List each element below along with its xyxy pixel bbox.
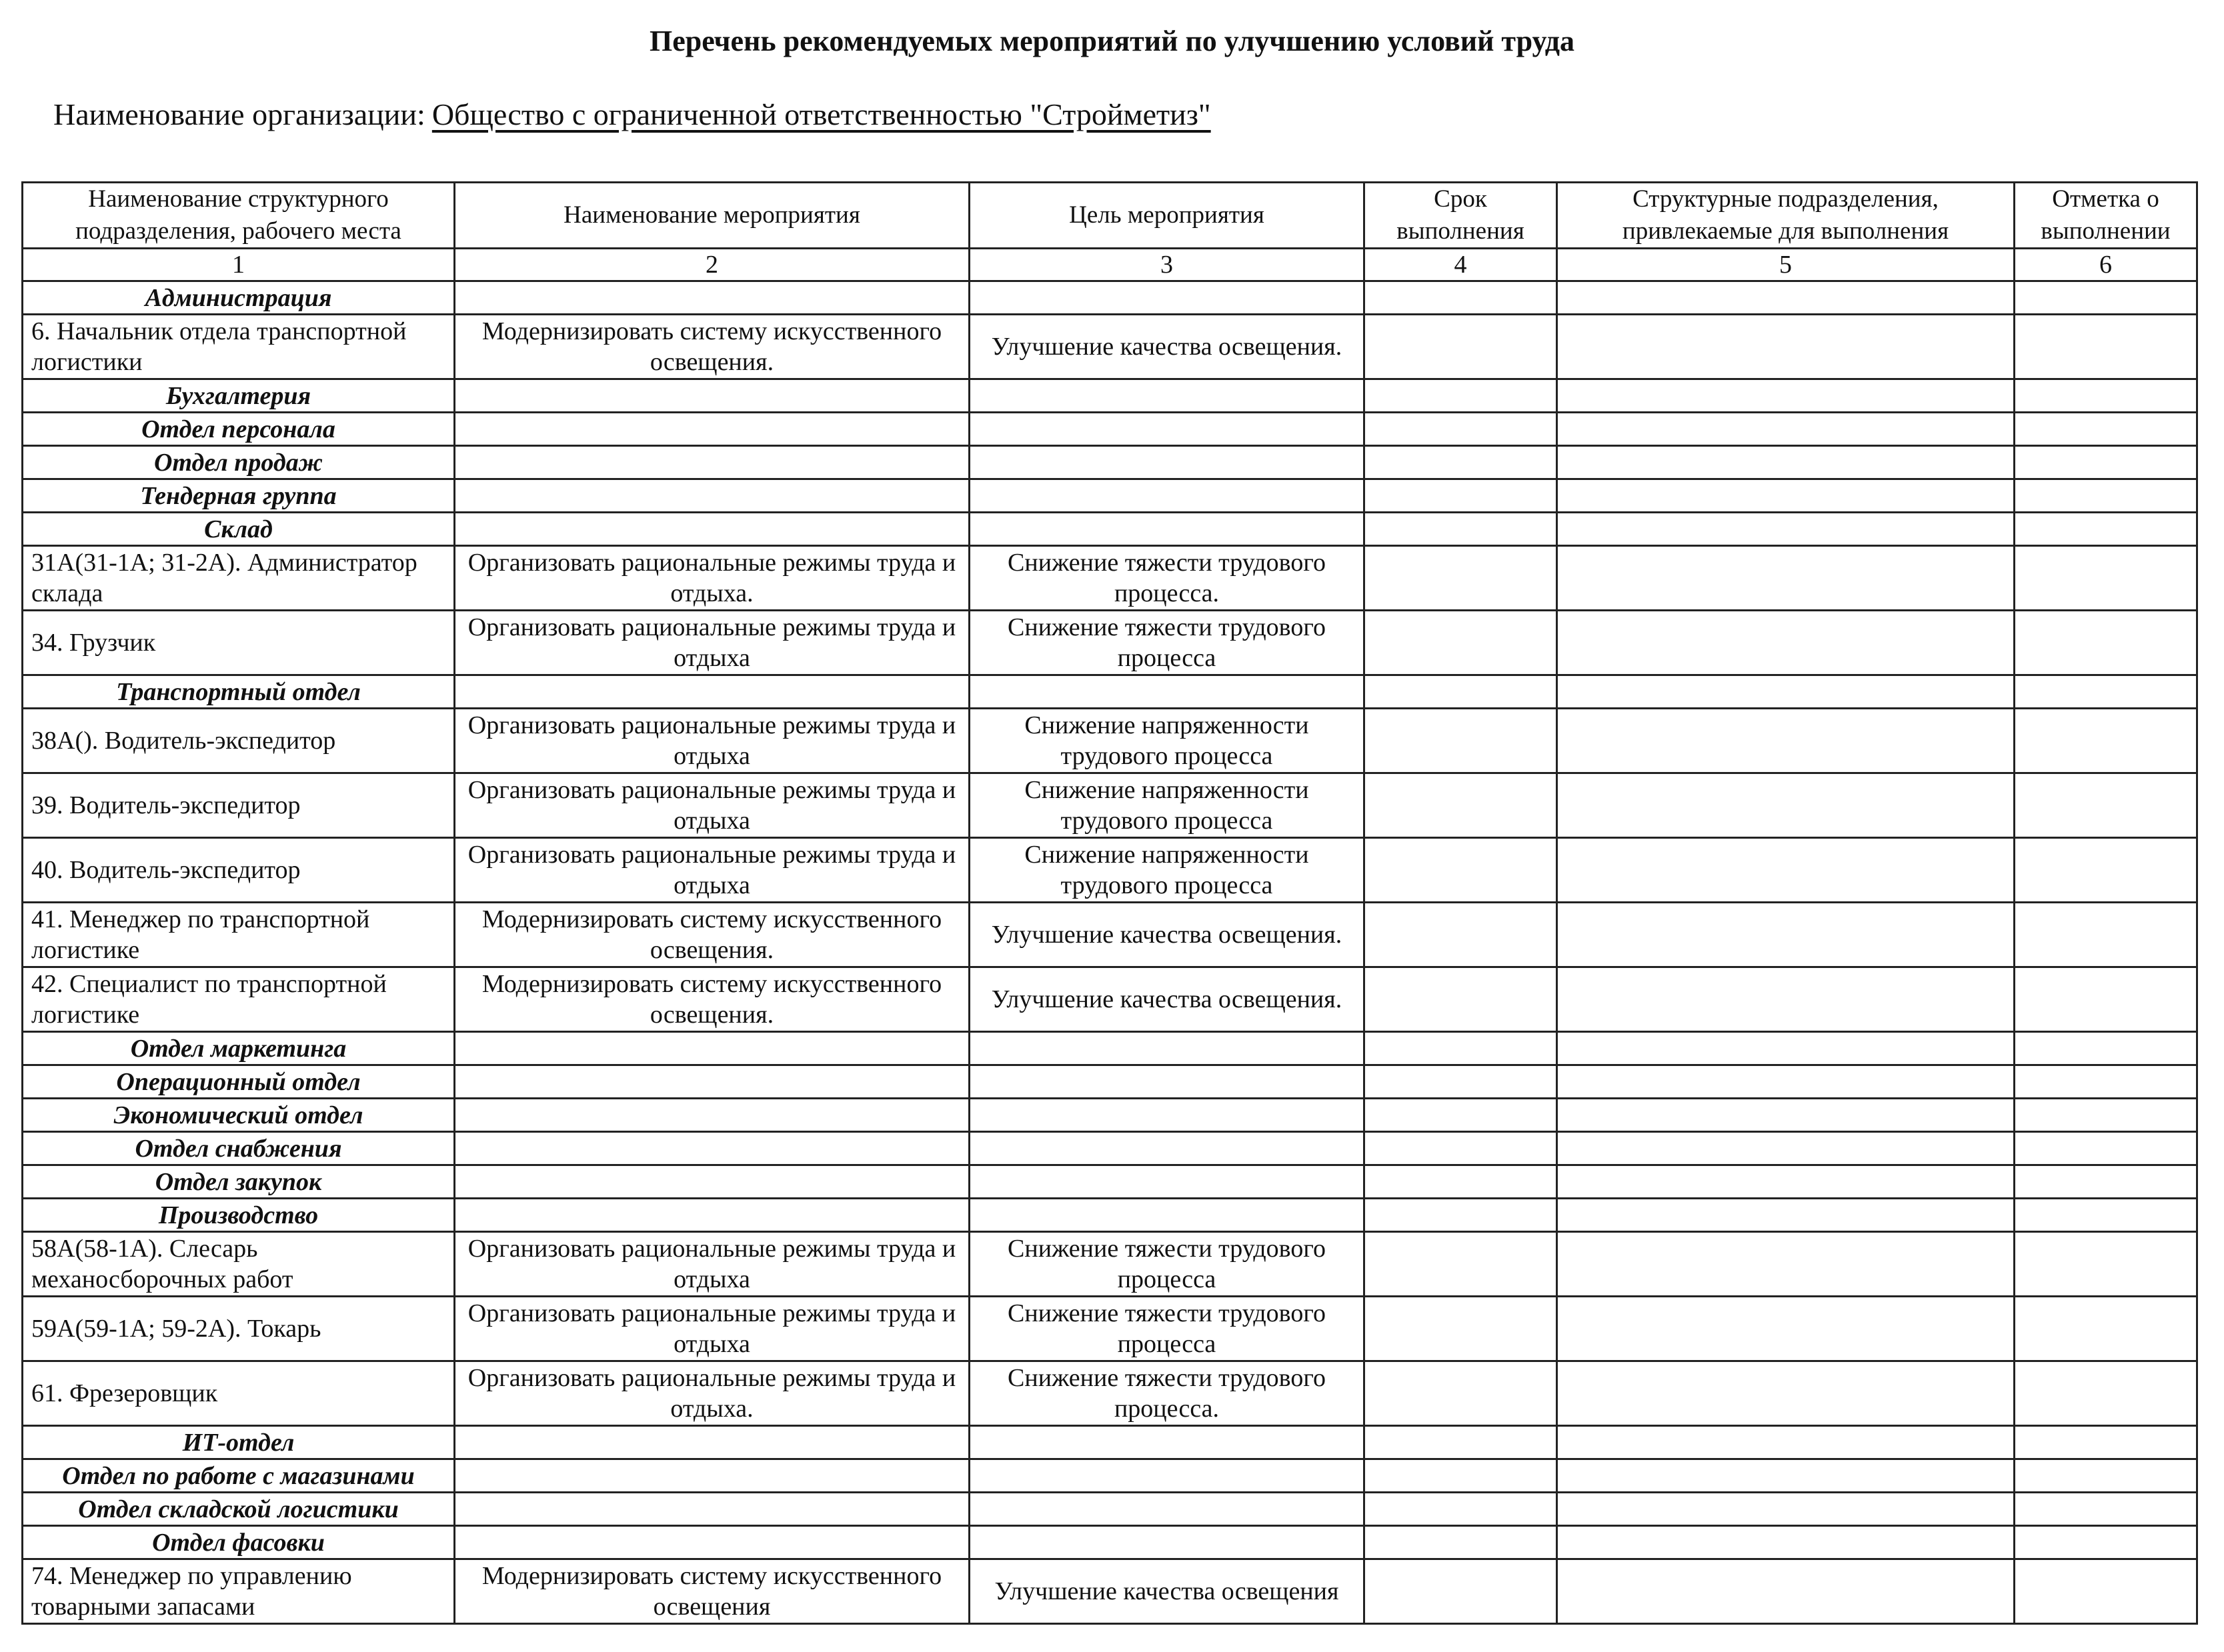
completion-mark-cell xyxy=(2015,1426,2197,1459)
goal-cell xyxy=(970,479,1364,513)
measure-cell: Организовать рациональные режимы труда и отдыха. xyxy=(455,1361,970,1426)
completion-mark-cell xyxy=(2015,1493,2197,1526)
deadline-cell xyxy=(1364,513,1557,546)
completion-mark-cell xyxy=(2015,611,2197,675)
deadline-cell xyxy=(1364,675,1557,709)
deadline-cell xyxy=(1364,838,1557,903)
document-title: Перечень рекомендуемых мероприятий по улучшению условий труда xyxy=(650,25,1574,57)
deadline-cell xyxy=(1364,446,1557,479)
deadline-cell xyxy=(1364,1559,1557,1624)
involved-units-cell xyxy=(1557,1065,2015,1099)
involved-units-cell xyxy=(1557,379,2015,413)
goal-cell: Улучшение качества освещения xyxy=(970,1559,1364,1624)
column-number: 1 xyxy=(23,249,455,281)
column-number: 4 xyxy=(1364,249,1557,281)
goal-cell xyxy=(970,513,1364,546)
deadline-cell xyxy=(1364,1493,1557,1526)
involved-units-cell xyxy=(1557,1559,2015,1624)
measure-cell: Модернизировать систему искусственного освещения. xyxy=(455,903,970,967)
completion-mark-cell xyxy=(2015,903,2197,967)
header-completion-mark: Отметка о выполнении xyxy=(2015,183,2197,249)
involved-units-cell xyxy=(1557,611,2015,675)
measure-cell xyxy=(455,281,970,315)
goal-cell: Снижение напряженности трудового процесса xyxy=(970,838,1364,903)
measure-cell xyxy=(455,413,970,446)
goal-cell xyxy=(970,1165,1364,1199)
organization-label: Наименование организации: xyxy=(53,97,425,131)
deadline-cell xyxy=(1364,1232,1557,1297)
measure-cell: Организовать рациональные режимы труда и отдыха xyxy=(455,1232,970,1297)
measure-cell xyxy=(455,446,970,479)
section-row xyxy=(23,413,2197,446)
section-row xyxy=(23,1065,2197,1099)
deadline-cell xyxy=(1364,967,1557,1032)
section-name: Отдел складской логистики xyxy=(23,1493,455,1526)
involved-units-cell xyxy=(1557,1361,2015,1426)
goal-cell: Улучшение качества освещения. xyxy=(970,903,1364,967)
completion-mark-cell xyxy=(2015,1526,2197,1559)
workplace-name: 58А(58-1А). Слесарь механосборочных работ xyxy=(23,1232,455,1297)
deadline-cell xyxy=(1364,1099,1557,1132)
goal-cell: Снижение тяжести трудового процесса. xyxy=(970,1361,1364,1426)
measure-cell: Организовать рациональные режимы труда и отдыха. xyxy=(455,546,970,611)
section-name: Бухгалтерия xyxy=(23,379,455,413)
involved-units-cell xyxy=(1557,1232,2015,1297)
section-name: Отдел маркетинга xyxy=(23,1032,455,1065)
completion-mark-cell xyxy=(2015,1065,2197,1099)
measure-cell: Модернизировать систему искусственного освещения xyxy=(455,1559,970,1624)
completion-mark-cell xyxy=(2015,675,2197,709)
section-name: Отдел фасовки xyxy=(23,1526,455,1559)
section-row xyxy=(23,281,2197,315)
header-goal: Цель мероприятия xyxy=(970,183,1364,249)
measures-table xyxy=(21,181,2198,1625)
deadline-cell xyxy=(1364,773,1557,838)
goal-cell: Снижение тяжести трудового процесса xyxy=(970,611,1364,675)
header-subdivision: Наименование структурного подразделения, рабочего места xyxy=(23,183,455,249)
completion-mark-cell xyxy=(2015,1199,2197,1232)
measure-cell xyxy=(455,1165,970,1199)
section-row xyxy=(23,1165,2197,1199)
section-row xyxy=(23,675,2197,709)
table-row xyxy=(23,1297,2197,1361)
goal-cell xyxy=(970,446,1364,479)
completion-mark-cell xyxy=(2015,967,2197,1032)
measure-cell xyxy=(455,1493,970,1526)
goal-cell: Улучшение качества освещения. xyxy=(970,315,1364,379)
organization-name: Общество с ограниченной ответственностью "Стройметиз" xyxy=(431,97,1211,131)
involved-units-cell xyxy=(1557,1459,2015,1493)
involved-units-cell xyxy=(1557,1426,2015,1459)
table-row xyxy=(23,1559,2197,1624)
workplace-name: 41. Менеджер по транспортной логистике xyxy=(23,903,455,967)
completion-mark-cell xyxy=(2015,1165,2197,1199)
involved-units-cell xyxy=(1557,1132,2015,1165)
completion-mark-cell xyxy=(2015,479,2197,513)
involved-units-cell xyxy=(1557,1297,2015,1361)
involved-units-cell xyxy=(1557,1032,2015,1065)
deadline-cell xyxy=(1364,1459,1557,1493)
completion-mark-cell xyxy=(2015,709,2197,773)
deadline-cell xyxy=(1364,1065,1557,1099)
workplace-name: 59А(59-1А; 59-2А). Токарь xyxy=(23,1297,455,1361)
deadline-cell xyxy=(1364,709,1557,773)
goal-cell: Снижение тяжести трудового процесса xyxy=(970,1232,1364,1297)
measure-cell xyxy=(455,1199,970,1232)
section-row xyxy=(23,446,2197,479)
section-row xyxy=(23,479,2197,513)
column-number: 3 xyxy=(970,249,1364,281)
organization-line xyxy=(53,97,1231,132)
section-name: Отдел снабжения xyxy=(23,1132,455,1165)
goal-cell xyxy=(970,1199,1364,1232)
workplace-name: 74. Менеджер по управлению товарными запасами xyxy=(23,1559,455,1624)
workplace-name: 6. Начальник отдела транспортной логистики xyxy=(23,315,455,379)
table-row xyxy=(23,709,2197,773)
involved-units-cell xyxy=(1557,1165,2015,1199)
section-name: Тендерная группа xyxy=(23,479,455,513)
deadline-cell xyxy=(1364,281,1557,315)
section-row xyxy=(23,1459,2197,1493)
goal-cell xyxy=(970,379,1364,413)
goal-cell xyxy=(970,1426,1364,1459)
deadline-cell xyxy=(1364,379,1557,413)
involved-units-cell xyxy=(1557,1526,2015,1559)
header-row xyxy=(23,183,2197,249)
goal-cell xyxy=(970,1132,1364,1165)
workplace-name: 38А(). Водитель-экспедитор xyxy=(23,709,455,773)
section-name: Экономический отдел xyxy=(23,1099,455,1132)
column-number: 2 xyxy=(455,249,970,281)
section-row xyxy=(23,1132,2197,1165)
goal-cell xyxy=(970,413,1364,446)
section-name: Отдел персонала xyxy=(23,413,455,446)
workplace-name: 42. Специалист по транспортной логистике xyxy=(23,967,455,1032)
goal-cell xyxy=(970,1526,1364,1559)
involved-units-cell xyxy=(1557,413,2015,446)
involved-units-cell xyxy=(1557,903,2015,967)
table-row xyxy=(23,773,2197,838)
completion-mark-cell xyxy=(2015,1297,2197,1361)
involved-units-cell xyxy=(1557,513,2015,546)
header-deadline: Срок выполнения xyxy=(1364,183,1557,249)
measure-cell: Модернизировать систему искусственного освещения. xyxy=(455,315,970,379)
section-name: Транспортный отдел xyxy=(23,675,455,709)
header-involved-units: Структурные подразделения, привлекаемые для выполнения xyxy=(1557,183,2015,249)
deadline-cell xyxy=(1364,903,1557,967)
section-name: Производство xyxy=(23,1199,455,1232)
table-row xyxy=(23,1232,2197,1297)
deadline-cell xyxy=(1364,1526,1557,1559)
table-body xyxy=(23,281,2197,1624)
completion-mark-cell xyxy=(2015,1559,2197,1624)
measure-cell xyxy=(455,675,970,709)
column-number-row xyxy=(23,249,2197,281)
goal-cell xyxy=(970,1099,1364,1132)
section-name: Операционный отдел xyxy=(23,1065,455,1099)
workplace-name: 61. Фрезеровщик xyxy=(23,1361,455,1426)
goal-cell xyxy=(970,1065,1364,1099)
involved-units-cell xyxy=(1557,838,2015,903)
measure-cell xyxy=(455,1099,970,1132)
section-row xyxy=(23,1426,2197,1459)
deadline-cell xyxy=(1364,1199,1557,1232)
involved-units-cell xyxy=(1557,479,2015,513)
measure-cell: Организовать рациональные режимы труда и отдыха xyxy=(455,838,970,903)
deadline-cell xyxy=(1364,1426,1557,1459)
involved-units-cell xyxy=(1557,446,2015,479)
table-row xyxy=(23,315,2197,379)
deadline-cell xyxy=(1364,1361,1557,1426)
completion-mark-cell xyxy=(2015,546,2197,611)
workplace-name: 34. Грузчик xyxy=(23,611,455,675)
section-row xyxy=(23,1526,2197,1559)
measure-cell xyxy=(455,1132,970,1165)
section-row xyxy=(23,1099,2197,1132)
goal-cell xyxy=(970,675,1364,709)
completion-mark-cell xyxy=(2015,379,2197,413)
measure-cell xyxy=(455,379,970,413)
completion-mark-cell xyxy=(2015,1232,2197,1297)
deadline-cell xyxy=(1364,1165,1557,1199)
table-row xyxy=(23,546,2197,611)
measure-cell xyxy=(455,513,970,546)
deadline-cell xyxy=(1364,413,1557,446)
deadline-cell xyxy=(1364,1297,1557,1361)
measure-cell: Организовать рациональные режимы труда и отдыха xyxy=(455,773,970,838)
involved-units-cell xyxy=(1557,1199,2015,1232)
measure-cell: Организовать рациональные режимы труда и отдыха xyxy=(455,611,970,675)
completion-mark-cell xyxy=(2015,1132,2197,1165)
header-measure: Наименование мероприятия xyxy=(455,183,970,249)
measure-cell: Организовать рациональные режимы труда и отдыха xyxy=(455,1297,970,1361)
workplace-name: 40. Водитель-экспедитор xyxy=(23,838,455,903)
section-row xyxy=(23,379,2197,413)
section-row xyxy=(23,1199,2197,1232)
goal-cell: Снижение напряженности трудового процесса xyxy=(970,773,1364,838)
goal-cell xyxy=(970,281,1364,315)
involved-units-cell xyxy=(1557,709,2015,773)
section-name: Администрация xyxy=(23,281,455,315)
measure-cell: Модернизировать систему искусственного освещения. xyxy=(455,967,970,1032)
table-row xyxy=(23,611,2197,675)
measure-cell xyxy=(455,1426,970,1459)
workplace-name: 31А(31-1А; 31-2А). Администратор склада xyxy=(23,546,455,611)
completion-mark-cell xyxy=(2015,1459,2197,1493)
goal-cell xyxy=(970,1493,1364,1526)
table-row xyxy=(23,1361,2197,1426)
measure-cell xyxy=(455,1065,970,1099)
completion-mark-cell xyxy=(2015,838,2197,903)
measure-cell xyxy=(455,1032,970,1065)
section-name: Отдел продаж xyxy=(23,446,455,479)
goal-cell xyxy=(970,1459,1364,1493)
section-name: Отдел по работе с магазинами xyxy=(23,1459,455,1493)
goal-cell: Улучшение качества освещения. xyxy=(970,967,1364,1032)
section-name: ИТ-отдел xyxy=(23,1426,455,1459)
involved-units-cell xyxy=(1557,1099,2015,1132)
section-name: Склад xyxy=(23,513,455,546)
involved-units-cell xyxy=(1557,315,2015,379)
completion-mark-cell xyxy=(2015,281,2197,315)
completion-mark-cell xyxy=(2015,413,2197,446)
section-row xyxy=(23,513,2197,546)
measure-cell: Организовать рациональные режимы труда и отдыха xyxy=(455,709,970,773)
measure-cell xyxy=(455,479,970,513)
measure-cell xyxy=(455,1526,970,1559)
completion-mark-cell xyxy=(2015,1099,2197,1132)
table-row xyxy=(23,967,2197,1032)
column-number: 6 xyxy=(2015,249,2197,281)
section-name: Отдел закупок xyxy=(23,1165,455,1199)
measure-cell xyxy=(455,1459,970,1493)
completion-mark-cell xyxy=(2015,446,2197,479)
column-number: 5 xyxy=(1557,249,2015,281)
goal-cell xyxy=(970,1032,1364,1065)
deadline-cell xyxy=(1364,1132,1557,1165)
involved-units-cell xyxy=(1557,675,2015,709)
goal-cell: Снижение тяжести трудового процесса xyxy=(970,1297,1364,1361)
involved-units-cell xyxy=(1557,967,2015,1032)
workplace-name: 39. Водитель-экспедитор xyxy=(23,773,455,838)
involved-units-cell xyxy=(1557,1493,2015,1526)
completion-mark-cell xyxy=(2015,315,2197,379)
goal-cell: Снижение тяжести трудового процесса. xyxy=(970,546,1364,611)
involved-units-cell xyxy=(1557,546,2015,611)
table-row xyxy=(23,903,2197,967)
deadline-cell xyxy=(1364,479,1557,513)
deadline-cell xyxy=(1364,546,1557,611)
completion-mark-cell xyxy=(2015,1361,2197,1426)
goal-cell: Снижение напряженности трудового процесса xyxy=(970,709,1364,773)
table-row xyxy=(23,838,2197,903)
deadline-cell xyxy=(1364,1032,1557,1065)
completion-mark-cell xyxy=(2015,513,2197,546)
completion-mark-cell xyxy=(2015,773,2197,838)
section-row xyxy=(23,1032,2197,1065)
involved-units-cell xyxy=(1557,773,2015,838)
deadline-cell xyxy=(1364,611,1557,675)
involved-units-cell xyxy=(1557,281,2015,315)
completion-mark-cell xyxy=(2015,1032,2197,1065)
deadline-cell xyxy=(1364,315,1557,379)
section-row xyxy=(23,1493,2197,1526)
